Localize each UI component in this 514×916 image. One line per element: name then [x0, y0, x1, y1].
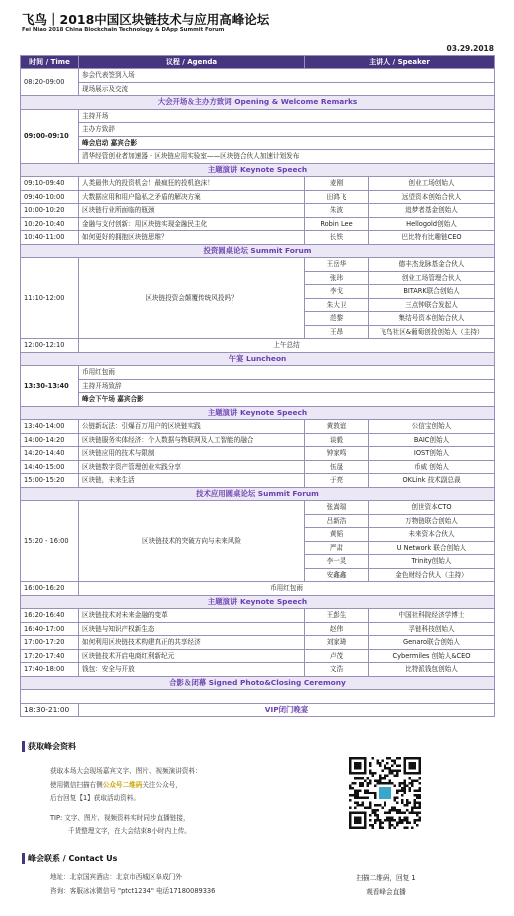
talk-row — [21, 217, 495, 231]
speaker-cell: 李戈 — [305, 285, 369, 299]
agenda-table — [20, 55, 495, 717]
section-row — [21, 676, 495, 690]
agenda-cell: 区块链与知识产权新生态 — [79, 622, 305, 636]
blank-cell — [21, 690, 495, 704]
speaker-org-cell: 创业工场管理合伙人 — [369, 271, 495, 285]
time-cell: 14:20-14:40 — [21, 447, 79, 461]
speaker-cell: 刘家琦 — [305, 636, 369, 650]
materials-line2: 使用微信扫描右侧公众号二维码关注公众号， — [50, 780, 182, 789]
speaker-org-cell: 比特派钱包创始人 — [369, 663, 495, 677]
qr-code — [349, 757, 421, 829]
panel-row — [21, 501, 495, 515]
time-cell: 16:40-17:00 — [21, 622, 79, 636]
talk-row — [21, 663, 495, 677]
talk-row — [21, 636, 495, 650]
time-cell: 09:10-09:40 — [21, 177, 79, 191]
section-row — [21, 352, 495, 366]
speaker-org-cell: 万物链联合创始人 — [369, 514, 495, 528]
materials-heading: 获取峰会资料 — [28, 742, 76, 751]
col-header-speaker: 主讲人 / Speaker — [305, 56, 495, 69]
agenda-cell: 现场展示及交流 — [79, 82, 495, 96]
contact-text — [50, 871, 215, 898]
section-row — [21, 595, 495, 609]
speaker-org-cell: U Network 联合创始人 — [369, 541, 495, 555]
section-title: 技术应用圆桌论坛 Summit Forum — [21, 487, 495, 501]
agenda-row — [21, 69, 495, 83]
speaker-org-cell: 创业工场创始人 — [369, 177, 495, 191]
time-cell: 12:00-12:10 — [21, 339, 79, 353]
contact-consult: 咨询：客服冰冰微信号 "ptct1234" 电话17180089336 — [50, 886, 216, 895]
speaker-cell: 王昂 — [305, 325, 369, 339]
time-cell: 17:20-17:40 — [21, 649, 79, 663]
speaker-cell: 吕新浩 — [305, 514, 369, 528]
speaker-org-cell: 币威 创始人 — [369, 460, 495, 474]
agenda-row — [21, 109, 495, 123]
speaker-cell: 张玮 — [305, 271, 369, 285]
speaker-org-cell: 远望资本创始合伙人 — [369, 190, 495, 204]
agenda-cell: 区块链服务实体经济：个人数据与物联网及人工智能的融合 — [79, 433, 305, 447]
section-row — [21, 96, 495, 110]
talk-row — [21, 447, 495, 461]
time-cell: 14:00-14:20 — [21, 433, 79, 447]
talk-row — [21, 622, 495, 636]
speaker-cell: 范黎 — [305, 312, 369, 326]
speaker-cell: 朱波 — [305, 204, 369, 218]
page-subtitle: Fei Niao 2018 China Blockchain Technology & DApp Summit Forum — [22, 27, 225, 33]
speaker-org-cell: Cybermiles 创始人&CEO — [369, 649, 495, 663]
time-cell: 09:40-10:00 — [21, 190, 79, 204]
agenda-cell: 币用红包雨 — [79, 582, 495, 596]
speaker-org-cell: 金色财经合伙人（主持） — [369, 568, 495, 582]
section-title: 合影＆闭幕 Signed Photo&Closing Ceremony — [21, 676, 495, 690]
speaker-org-cell: 集结号资本创始合伙人 — [369, 312, 495, 326]
agenda-cell: 钱包：安全与开放 — [79, 663, 305, 677]
agenda-row — [21, 82, 495, 96]
section-title: 午宴 Luncheon — [21, 352, 495, 366]
agenda-cell: 区块链投资会颠覆传统风投吗？ — [79, 258, 305, 339]
materials-line1: 获取本场大会现场嘉宾文字、图片、视频演讲资料： — [50, 767, 202, 775]
section-row — [21, 163, 495, 177]
agenda-cell: 清华经管创业者加速器 · 区块链应用实验室——区块链合伙人加速计划发布 — [79, 150, 495, 164]
speaker-org-cell: 三点钟联合发起人 — [369, 298, 495, 312]
speaker-cell: 王彭生 — [305, 609, 369, 623]
agenda-cell: 参会代表签到入场 — [79, 69, 495, 83]
speaker-cell: 王岳华 — [305, 258, 369, 272]
speaker-org-cell: 巴比特有比趣链CEO — [369, 231, 495, 245]
agenda-cell: 大数据应用和用户隐私之矛盾的解决方案 — [79, 190, 305, 204]
speaker-cell: 黄韬 — [305, 528, 369, 542]
time-cell: 16:00-16:20 — [21, 582, 79, 596]
time-cell: 13:40-14:00 — [21, 420, 79, 434]
speaker-cell: 文浩 — [305, 663, 369, 677]
contact-heading: 峰会联系 / Contact Us — [28, 854, 118, 863]
speaker-org-cell: 创世资本CTO — [369, 501, 495, 515]
agenda-row — [21, 339, 495, 353]
agenda-cell: 主持开场致辞 — [79, 379, 495, 393]
closing-row — [21, 703, 495, 717]
time-cell: 10:20-10:40 — [21, 217, 79, 231]
section-row — [21, 487, 495, 501]
speaker-cell: Robin Lee — [305, 217, 369, 231]
agenda-row — [21, 379, 495, 393]
blank-row — [21, 690, 495, 704]
talk-row — [21, 474, 495, 488]
agenda-cell: 主持开场 — [79, 109, 495, 123]
speaker-cell: 安鑫鑫 — [305, 568, 369, 582]
time-cell: 15:20 - 16:00 — [21, 501, 79, 582]
section-row — [21, 244, 495, 258]
speaker-cell: 钟家鸣 — [305, 447, 369, 461]
time-cell: 15:00-15:20 — [21, 474, 79, 488]
talk-row — [21, 420, 495, 434]
time-cell: 13:30-13:40 — [21, 366, 79, 407]
page-title: 飞鸟｜2018中国区块链技术与应用高峰论坛 — [22, 12, 270, 27]
speaker-cell: 卢茂 — [305, 649, 369, 663]
speaker-cell: 张嵩瑞 — [305, 501, 369, 515]
agenda-row — [21, 366, 495, 380]
section-title: 大会开场＆主办方致词 Opening & Welcome Remarks — [21, 96, 495, 110]
section-title: 主题演讲 Keynote Speech — [21, 163, 495, 177]
agenda-cell: 区块链技术对未来金融的变革 — [79, 609, 305, 623]
speaker-org-cell: 孚链科技创始人 — [369, 622, 495, 636]
speaker-cell: 麦刚 — [305, 177, 369, 191]
agenda-cell: 区块链数字资产管理创业实践分享 — [79, 460, 305, 474]
talk-row — [21, 609, 495, 623]
speaker-org-cell: Genaro联合创始人 — [369, 636, 495, 650]
speaker-org-cell: 德丰杰龙脉基金合伙人 — [369, 258, 495, 272]
agenda-cell: 峰会下午场 嘉宾合影 — [79, 393, 495, 407]
time-cell: 17:00-17:20 — [21, 636, 79, 650]
agenda-cell: 峰会启动 嘉宾合影 — [79, 136, 495, 150]
agenda-cell: 金融与支付创新：用区块链实现金融民主化 — [79, 217, 305, 231]
time-cell: 18:30-21:00 — [21, 703, 79, 717]
section-title: 主题演讲 Keynote Speech — [21, 406, 495, 420]
time-cell: 10:00-10:20 — [21, 204, 79, 218]
qr-caption-1: 扫描二维码，回复 1 — [356, 874, 416, 882]
agenda-row — [21, 393, 495, 407]
time-cell: 10:40-11:00 — [21, 231, 79, 245]
qr-caption-2: 观看峰会直播 — [366, 888, 406, 896]
agenda-cell: 区块链应用的技术与限制 — [79, 447, 305, 461]
materials-line3: 后台回复【1】获取活动资料。 — [50, 794, 140, 802]
talk-row — [21, 204, 495, 218]
speaker-cell: 谈毅 — [305, 433, 369, 447]
speaker-cell: 李一灵 — [305, 555, 369, 569]
speaker-cell: 黄敦谊 — [305, 420, 369, 434]
agenda-cell: 区块链行业所面临的瓶颈 — [79, 204, 305, 218]
agenda-cell: 如何更好的拥抱区块链思维？ — [79, 231, 305, 245]
speaker-org-cell: OKLink 技术副总裁 — [369, 474, 495, 488]
agenda-cell: 区块链，未来生活 — [79, 474, 305, 488]
speaker-org-cell: BAIC创始人 — [369, 433, 495, 447]
talk-row — [21, 433, 495, 447]
agenda-row — [21, 150, 495, 164]
agenda-row — [21, 123, 495, 137]
agenda-cell: 区块链技术的突破方向与未来风险 — [79, 501, 305, 582]
speaker-org-cell: 中国社科院经济学博士 — [369, 609, 495, 623]
agenda-cell: 如何利用区块链技术构建真正的共享经济 — [79, 636, 305, 650]
agenda-cell: 币用红包雨 — [79, 366, 495, 380]
time-cell: 14:40-15:00 — [21, 460, 79, 474]
section-row — [21, 406, 495, 420]
speaker-org-cell: BITARK联合创始人 — [369, 285, 495, 299]
contact-address: 地址：北京国宾酒店：北京市西城区阜成门外 — [50, 873, 182, 881]
section-title: 投资圆桌论坛 Summit Forum — [21, 244, 495, 258]
talk-row — [21, 649, 495, 663]
page-header — [0, 0, 514, 44]
speaker-org-cell: IOST创始人 — [369, 447, 495, 461]
closing-title: VIP闭门晚宴 — [79, 703, 495, 717]
col-header-time: 时间 / Time — [21, 56, 79, 69]
time-cell: 17:40-18:00 — [21, 663, 79, 677]
event-date: 03.29.2018 — [446, 44, 494, 53]
speaker-cell: 赵伟 — [305, 622, 369, 636]
qr-highlight: 公众号二维码 — [102, 780, 143, 789]
table-header-row — [21, 56, 495, 69]
speaker-cell: 严肃 — [305, 541, 369, 555]
time-cell: 11:10-12:00 — [21, 258, 79, 339]
speaker-org-cell: 追梦者基金创始人 — [369, 204, 495, 218]
agenda-row — [21, 136, 495, 150]
agenda-cell: 人类最伟大的投资机会！最疯狂的投机泡沫！ — [79, 177, 305, 191]
speaker-org-cell: 未来资本合伙人 — [369, 528, 495, 542]
materials-tip2: 千货整理文字，在大会结束8小时内上传。 — [68, 827, 191, 835]
time-cell: 16:20-16:40 — [21, 609, 79, 623]
time-cell: 08:20-09:00 — [21, 69, 79, 96]
talk-row — [21, 231, 495, 245]
agenda-cell: 公链新玩法：引爆百万用户的区块链实践 — [79, 420, 305, 434]
col-header-agenda: 议程 / Agenda — [79, 56, 305, 69]
speaker-cell: 于亮 — [305, 474, 369, 488]
talk-row — [21, 460, 495, 474]
agenda-cell: 区块链技术开启电商红利新纪元 — [79, 649, 305, 663]
speaker-cell: 长铁 — [305, 231, 369, 245]
speaker-cell: 朱大卫 — [305, 298, 369, 312]
time-cell: 09:00-09:10 — [21, 109, 79, 163]
speaker-org-cell: 公信宝创始人 — [369, 420, 495, 434]
materials-text — [50, 765, 202, 839]
speaker-cell: 伍晟 — [305, 460, 369, 474]
agenda-cell: 主办方致辞 — [79, 123, 495, 137]
panel-row — [21, 258, 495, 272]
section-title: 主题演讲 Keynote Speech — [21, 595, 495, 609]
talk-row — [21, 177, 495, 191]
speaker-org-cell: 飞鸟社区&葡萄创投创始人（主持） — [369, 325, 495, 339]
agenda-cell: 上午总结 — [79, 339, 495, 353]
speaker-org-cell: Trinity创始人 — [369, 555, 495, 569]
talk-row — [21, 190, 495, 204]
speaker-cell: 田鸿飞 — [305, 190, 369, 204]
speaker-org-cell: Hellogold创始人 — [369, 217, 495, 231]
materials-tip1: TIP: 文字、图片、视频资料实时同步直播链接， — [50, 813, 190, 822]
agenda-row — [21, 582, 495, 596]
